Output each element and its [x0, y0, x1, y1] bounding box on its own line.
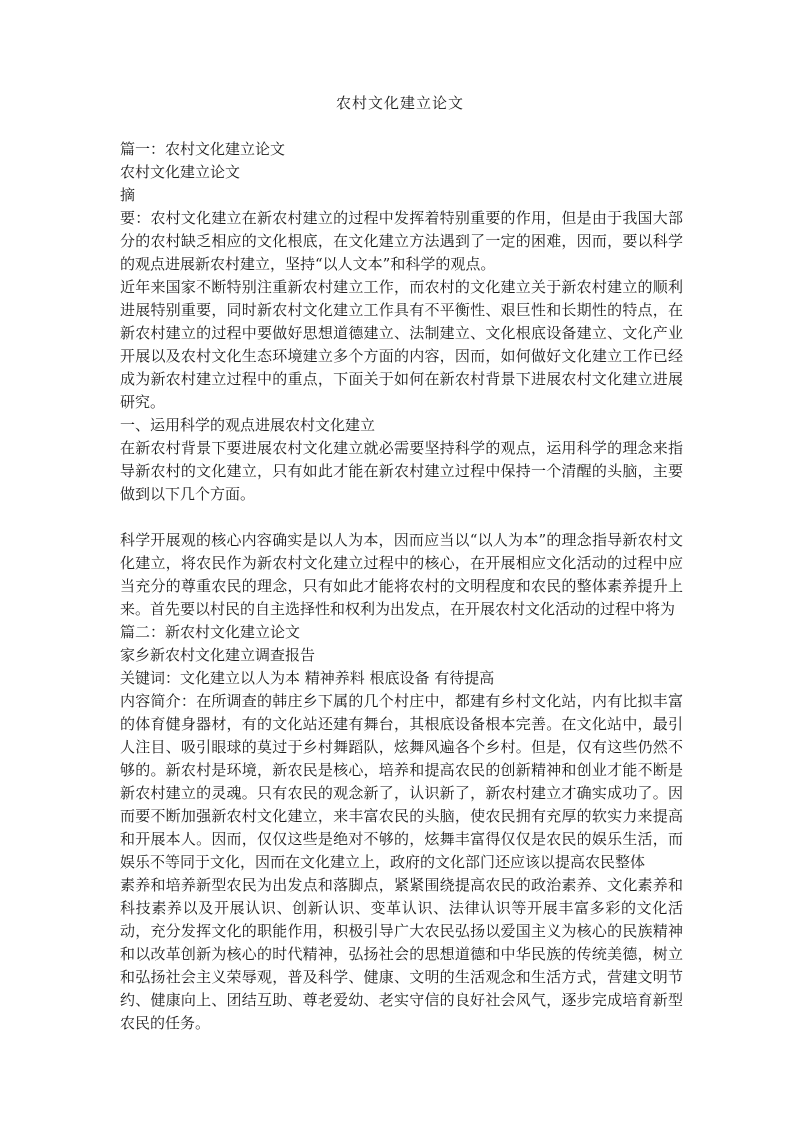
document-body [120, 138, 683, 1035]
summary: 内容简介：在所调查的韩庄乡下属的几个村庄中，都建有乡村文化站，内有比拟丰富的体育健身器材，有的文化站还建有舞台，其根底设备根本完善。在文化站中，最引人注目、吸引眼球的莫过于乡村舞蹈队，炫舞风遍各个乡村。但是，仅有这些仍然不够的。新农村是环境，新农民是核心，培养和提高农民的创新精神和创业才能不断是新农村建立的灵魂。只有农民的观念新了，认识新了，新农村建立才确实成功了。因而要不断加强新农村文化建立，来丰富农民的头脑，使农民拥有充厚的软实力来提高和开展本人。因而，仅仅这些是绝对不够的，炫舞丰富得仅仅是农民的娱乐生活，而娱乐不等同于文化，因而在文化建立上，政府的文化部门还应该以提高农民整体 [120, 692, 683, 871]
paragraph: 科学开展观的核心内容确实是以人为本，因而应当以“以人为本”的理念指导新农村文化建立，将农民作为新农村文化建立过程中的核心，在开展相应文化活动的过程中应当充分的尊重农民的理念，只有如此才能将农村的文明程度和农民的整体素养提升上来。首先要以村民的自主选择性和权利为出发点，在开展农村文化活动的过程中将为 [120, 531, 683, 618]
subtitle: 农村文化建立论文 [120, 163, 241, 181]
section-heading: 一、运用科学的观点进展农村文化建立 [120, 416, 376, 434]
section-heading-2: 篇二：新农村文化建立论文 [120, 623, 301, 641]
abstract-text: 要：农村文化建立在新农村建立的过程中发挥着特别重要的作用，但是由于我国大部分的农村缺乏相应的文化根底，在文化建立方法遇到了一定的困难，因而，要以科学的观点进展新农村建立，坚持“以人文本”和科学的观点。 [120, 209, 683, 273]
blank-line [120, 506, 683, 529]
abstract-label: 摘 [120, 186, 136, 204]
paragraph: 在新农村背景下要进展农村文化建立就必需要坚持科学的观点，运用科学的理念来指导新农村的文化建立，只有如此才能在新农村建立过程中保持一个清醒的头脑，主要做到以下几个方面。 [120, 439, 683, 503]
keywords: 关键词：文化建立以人为本 精神养料 根底设备 有待提高 [120, 669, 495, 687]
report-title: 家乡新农村文化建立调查报告 [120, 646, 316, 664]
document-title: 农村文化建立论文 [335, 94, 464, 112]
paragraph: 近年来国家不断特别注重新农村建立工作，而农村的文化建立关于新农村建立的顺利进展特别重要，同时新农村文化建立工作具有不平衡性、艰巨性和长期性的特点，在新农村建立的过程中要做好思想道德建立、法制建立、文化根底设备建立、文化产业开展以及农村文化生态环境建立多个方面的内容，因而，如何做好文化建立工作已经成为新农村建立过程中的重点，下面关于如何在新农村背景下进展农村文化建立进展研究。 [120, 278, 683, 411]
paragraph: 素养和培养新型农民为出发点和落脚点，紧紧围绕提高农民的政治素养、文化素养和科技素养以及开展认识、创新认识、变革认识、法律认识等开展丰富多彩的文化活动，充分发挥文化的职能作用，积极引导广大农民弘扬以爱国主义为核心的民族精神和以改革创新为核心的时代精神，弘扬社会的思想道德和中华民族的传统美德，树立和弘扬社会主义荣辱观，普及科学、健康、文明的生活观念和生活方式，营建文明节约、健康向上、团结互助、尊老爱幼、老实守信的良好社会风气，逐步完成培育新型农民的任务。 [120, 876, 683, 1032]
section-heading-1: 篇一：农村文化建立论文 [120, 140, 286, 158]
